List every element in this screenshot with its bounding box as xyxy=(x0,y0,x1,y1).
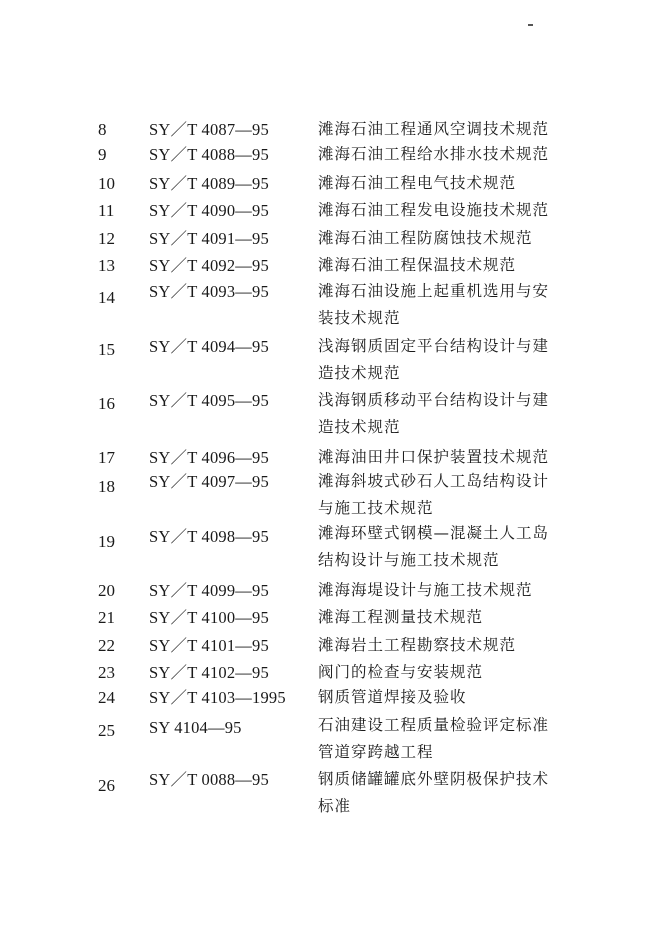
item-number: 25 xyxy=(98,721,115,740)
item-number: 11 xyxy=(98,201,115,220)
item-number: 10 xyxy=(98,174,115,193)
standard-title: 钢质管道焊接及验收 xyxy=(318,688,467,706)
item-number: 22 xyxy=(98,636,115,655)
standard-title: 阀门的检查与安装规范 xyxy=(318,663,484,681)
standard-title: 滩海岩土工程勘察技术规范 xyxy=(318,636,517,654)
standard-title: 滩海石油设施上起重机选用与安 装技术规范 xyxy=(318,282,550,327)
standard-title: 滩海石油工程发电设施技术规范 xyxy=(318,201,550,219)
item-number: 20 xyxy=(98,581,115,600)
standard-code: SY／T 0088—95 xyxy=(149,770,269,789)
item-number: 9 xyxy=(98,145,107,164)
standard-code: SY／T 4088—95 xyxy=(149,145,269,164)
standard-code: SY／T 4100—95 xyxy=(149,608,269,627)
standard-title: 石油建设工程质量检验评定标准 管道穿跨越工程 xyxy=(318,716,550,761)
standard-title: 滩海海堤设计与施工技术规范 xyxy=(318,581,533,599)
standard-code: SY／T 4098—95 xyxy=(149,527,269,546)
standard-title: 滩海斜坡式砂石人工岛结构设计 与施工技术规范 xyxy=(318,472,550,517)
item-number: 16 xyxy=(98,394,115,413)
item-number: 13 xyxy=(98,256,115,275)
item-number: 17 xyxy=(98,448,115,467)
item-number: 14 xyxy=(98,288,115,307)
standard-title: 滩海石油工程防腐蚀技术规范 xyxy=(318,229,533,247)
standard-code: SY／T 4103—1995 xyxy=(149,688,286,707)
item-number: 24 xyxy=(98,688,115,707)
standard-title: 滩海油田井口保护装置技术规范 xyxy=(318,448,550,466)
item-number: 26 xyxy=(98,776,115,795)
standard-title: 滩海石油工程电气技术规范 xyxy=(318,174,517,192)
standard-code: SY／T 4090—95 xyxy=(149,201,269,220)
standard-code: SY／T 4101—95 xyxy=(149,636,269,655)
standard-title: 滩海石油工程保温技术规范 xyxy=(318,256,517,274)
standard-code: SY／T 4094—95 xyxy=(149,337,269,356)
standard-title: 钢质储罐罐底外壁阴极保护技术 标准 xyxy=(318,770,550,815)
item-number: 18 xyxy=(98,477,115,496)
standard-code: SY／T 4095—95 xyxy=(149,391,269,410)
standard-code: SY／T 4097—95 xyxy=(149,472,269,491)
item-number: 12 xyxy=(98,229,115,248)
item-number: 23 xyxy=(98,663,115,682)
standard-code: SY／T 4093—95 xyxy=(149,282,269,301)
standard-title: 滩海环壁式钢模—混凝土人工岛 结构设计与施工技术规范 xyxy=(318,524,550,569)
standard-code: SY／T 4102—95 xyxy=(149,663,269,682)
standard-title: 滩海石油工程通风空调技术规范 xyxy=(318,120,550,138)
item-number: 8 xyxy=(98,120,107,139)
item-number: 19 xyxy=(98,532,115,551)
standard-code: SY／T 4091—95 xyxy=(149,229,269,248)
scan-mark xyxy=(528,24,533,26)
standard-code: SY／T 4092—95 xyxy=(149,256,269,275)
standard-title: 浅海钢质固定平台结构设计与建 造技术规范 xyxy=(318,337,550,382)
standard-code: SY／T 4089—95 xyxy=(149,174,269,193)
standard-code: SY／T 4096—95 xyxy=(149,448,269,467)
standard-code: SY 4104—95 xyxy=(149,718,242,737)
item-number: 21 xyxy=(98,608,115,627)
standard-code: SY／T 4099—95 xyxy=(149,581,269,600)
standard-title: 浅海钢质移动平台结构设计与建 造技术规范 xyxy=(318,391,550,436)
standard-code: SY／T 4087—95 xyxy=(149,120,269,139)
item-number: 15 xyxy=(98,340,115,359)
standard-title: 滩海工程测量技术规范 xyxy=(318,608,484,626)
standard-title: 滩海石油工程给水排水技术规范 xyxy=(318,145,550,163)
